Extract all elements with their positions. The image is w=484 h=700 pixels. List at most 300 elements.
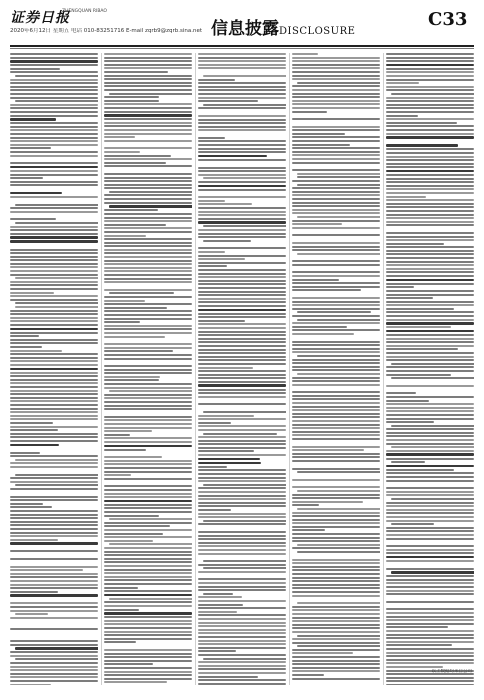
text-line (297, 508, 380, 510)
text-line (198, 549, 286, 551)
text-line (386, 261, 474, 263)
text-line (198, 93, 286, 95)
text-line (292, 326, 347, 328)
text-line (10, 118, 56, 121)
text-line (104, 587, 138, 589)
text-line (292, 573, 380, 575)
text-line (198, 181, 286, 183)
text-line (292, 613, 380, 615)
text-line (104, 354, 192, 356)
text-line (10, 393, 98, 395)
text-line (386, 608, 474, 610)
text-line (386, 450, 474, 452)
text-line (292, 180, 380, 182)
text-line (10, 382, 98, 384)
text-line (292, 468, 380, 470)
text-line (10, 542, 98, 545)
text-line (198, 236, 286, 238)
text-line (198, 301, 286, 303)
text-line (104, 383, 192, 385)
text-line (203, 433, 277, 435)
text-line (198, 650, 236, 652)
text-line (104, 485, 192, 487)
text-line (386, 435, 474, 437)
text-line (10, 684, 51, 685)
text-line (198, 614, 286, 616)
text-line (104, 107, 192, 109)
section-title (211, 14, 355, 39)
text-line (386, 634, 474, 636)
text-line (292, 631, 380, 633)
text-line (198, 200, 225, 202)
text-line (10, 140, 98, 142)
text-line (198, 403, 286, 405)
text-line (386, 552, 474, 554)
text-line (10, 514, 98, 516)
text-line (198, 151, 286, 153)
text-line (198, 327, 286, 329)
text-line (10, 295, 98, 297)
text-line (10, 211, 98, 213)
text-line (386, 582, 474, 584)
text-line (10, 170, 98, 172)
text-line (292, 205, 380, 207)
text-line (386, 60, 474, 62)
text-line (386, 418, 474, 420)
text-line (386, 410, 474, 412)
text-line (292, 384, 380, 386)
text-line (104, 558, 192, 560)
text-line (386, 129, 474, 131)
text-line (198, 600, 286, 602)
paragraph-gap (292, 464, 380, 468)
text-line (104, 198, 192, 200)
text-line (104, 369, 192, 371)
text-line (198, 247, 286, 249)
text-line (198, 334, 286, 336)
text-line (10, 462, 98, 464)
section-title-cn: 信息披露 (211, 19, 279, 39)
text-line (10, 375, 98, 377)
text-line (292, 242, 380, 244)
text-line (386, 301, 474, 303)
text-line (386, 575, 474, 577)
text-line (203, 411, 286, 413)
text-line (10, 550, 98, 552)
text-line (391, 93, 474, 95)
text-line (104, 278, 192, 280)
text-line (292, 606, 380, 608)
text-line (104, 540, 153, 542)
text-line (198, 679, 286, 681)
text-line (10, 313, 98, 315)
text-line (292, 519, 380, 521)
text-line (198, 203, 252, 205)
text-line (386, 290, 474, 292)
text-line (104, 332, 192, 334)
text-line (104, 533, 163, 535)
text-line (386, 341, 474, 343)
text-line (297, 544, 380, 546)
text-line (292, 53, 318, 55)
text-line (198, 115, 286, 117)
text-line (198, 86, 286, 88)
text-line (104, 89, 192, 91)
text-line (10, 408, 98, 410)
text-line (10, 422, 53, 424)
text-line (386, 392, 416, 394)
text-line (15, 306, 98, 308)
text-line (292, 591, 380, 593)
text-line (198, 129, 286, 131)
text-line (104, 500, 192, 503)
text-line (292, 341, 380, 343)
text-line (15, 204, 98, 206)
text-line (386, 246, 474, 248)
text-line (104, 456, 162, 458)
text-line (104, 641, 136, 643)
text-line (104, 590, 192, 592)
text-line (10, 499, 98, 501)
text-line (386, 458, 474, 460)
text-line (292, 144, 350, 146)
text-line (292, 209, 380, 211)
text-line (10, 379, 98, 381)
text-line (10, 569, 83, 571)
text-line (104, 314, 192, 316)
masthead-meta: 2020年6月12日 星期五 电话 010-83251716 E-mail zqrb9@zqrb.sina.net (10, 28, 202, 34)
text-line (198, 607, 286, 609)
text-line (292, 136, 380, 138)
text-line (198, 473, 286, 475)
text-line (198, 513, 286, 515)
text-line (10, 104, 98, 106)
text-line (10, 680, 98, 682)
text-line (292, 289, 361, 291)
text-line (104, 416, 192, 418)
paragraph-gap (386, 564, 474, 568)
text-line (109, 518, 192, 520)
text-line (10, 86, 98, 88)
text-line (104, 554, 192, 556)
paragraph-gap (10, 492, 98, 496)
text-line (386, 612, 474, 614)
text-column (386, 53, 474, 685)
text-line (386, 250, 474, 252)
text-line (198, 155, 267, 158)
text-line (292, 438, 380, 440)
text-line (386, 626, 448, 628)
text-line (104, 307, 167, 309)
text-line (104, 274, 192, 276)
text-line (10, 350, 62, 352)
text-line (386, 170, 474, 173)
text-line (10, 411, 98, 413)
text-line (386, 374, 451, 376)
text-line (104, 474, 131, 476)
text-line (198, 381, 286, 383)
text-line (15, 647, 98, 650)
text-line (292, 194, 380, 196)
text-line (10, 584, 98, 586)
text-line (10, 266, 98, 268)
text-line (386, 188, 474, 190)
text-line (10, 147, 51, 149)
text-line (10, 166, 98, 169)
text-line (386, 159, 474, 161)
text-line (386, 666, 443, 668)
text-line (292, 377, 380, 379)
text-line (292, 515, 380, 517)
text-line (386, 556, 474, 559)
text-line (292, 453, 380, 455)
text-line (10, 107, 98, 109)
text-line (198, 214, 286, 216)
text-line (104, 165, 192, 167)
text-line (292, 540, 380, 542)
text-line (292, 212, 380, 214)
text-line (198, 140, 286, 142)
text-line (386, 271, 474, 273)
text-line (104, 653, 192, 655)
text-line (10, 288, 98, 290)
text-line (203, 225, 286, 227)
text-line (104, 267, 192, 269)
text-line (10, 93, 98, 95)
text-line (386, 505, 474, 507)
text-line (198, 79, 235, 81)
text-line (386, 264, 474, 266)
text-line (297, 311, 371, 313)
text-line (292, 187, 380, 189)
text-line (104, 78, 192, 80)
text-line (10, 353, 98, 355)
text-line (10, 68, 60, 70)
header-rule-thin (10, 48, 474, 49)
text-line (10, 539, 58, 541)
text-line (10, 655, 98, 657)
text-line (292, 158, 380, 160)
text-line (198, 316, 286, 318)
text-line (292, 620, 380, 622)
text-line (104, 64, 192, 66)
text-line (198, 604, 243, 606)
text-line (198, 480, 286, 482)
text-line (10, 400, 98, 402)
text-line (10, 320, 98, 322)
text-line (104, 511, 192, 513)
text-line (10, 532, 98, 534)
text-line (104, 656, 192, 658)
text-line (386, 275, 474, 277)
text-line (104, 103, 192, 105)
text-line (292, 678, 380, 680)
text-line (386, 297, 433, 299)
text-line (10, 669, 98, 671)
text-line (386, 345, 474, 347)
text-line (104, 82, 192, 84)
text-line (10, 455, 98, 457)
text-line (386, 178, 474, 180)
text-line (198, 436, 286, 438)
text-line (198, 82, 286, 84)
text-line (10, 676, 98, 678)
text-line (104, 430, 152, 432)
text-line (10, 644, 98, 646)
text-line (198, 273, 286, 275)
text-line (109, 390, 192, 392)
text-line (198, 251, 225, 253)
text-line (104, 213, 192, 215)
text-line (386, 181, 474, 183)
text-line (104, 263, 192, 265)
text-line (386, 279, 474, 282)
text-line (10, 144, 98, 146)
text-line (10, 97, 98, 99)
text-line (198, 466, 227, 468)
text-line (292, 512, 380, 514)
text-line (292, 304, 380, 306)
text-line (198, 625, 286, 627)
text-line (104, 681, 167, 683)
text-line (292, 198, 380, 200)
text-line (198, 119, 286, 121)
text-line (10, 270, 98, 272)
text-line (109, 543, 192, 545)
text-line (386, 75, 474, 77)
text-line (104, 504, 192, 506)
text-line (10, 517, 98, 519)
text-line (386, 680, 474, 682)
text-line (292, 395, 380, 397)
text-line (10, 339, 98, 341)
text-line (10, 151, 98, 153)
text-line (10, 506, 52, 508)
text-line (109, 292, 173, 294)
text-line (198, 233, 286, 235)
text-line (104, 663, 153, 665)
text-line (10, 503, 43, 505)
column-divider (383, 53, 384, 685)
text-line (10, 602, 98, 604)
text-line (386, 491, 474, 493)
text-line (292, 271, 380, 273)
text-line (386, 469, 454, 471)
text-line (10, 488, 98, 490)
text-line (292, 260, 380, 262)
text-line (292, 652, 353, 654)
text-line (10, 524, 98, 526)
text-line (386, 677, 474, 679)
text-line (203, 567, 286, 569)
text-line (198, 586, 286, 588)
text-line (104, 180, 192, 182)
text-line (104, 525, 170, 527)
text-line (386, 118, 474, 120)
text-line (386, 199, 474, 201)
text-line (104, 270, 192, 272)
text-line (198, 276, 286, 278)
text-line (15, 658, 98, 660)
text-line (386, 487, 474, 489)
text-line (10, 133, 98, 135)
text-line (10, 662, 98, 664)
text-line (203, 520, 286, 522)
text-line (198, 363, 286, 365)
text-line (104, 67, 192, 69)
text-line (10, 71, 98, 73)
text-line (104, 463, 192, 465)
text-line (104, 194, 192, 196)
text-line (10, 229, 98, 231)
text-line (386, 206, 474, 208)
text-line (10, 591, 58, 593)
text-line (198, 611, 237, 613)
text-line (104, 616, 192, 618)
text-line (198, 137, 225, 139)
text-line (198, 618, 286, 620)
text-line (386, 623, 474, 625)
text-line (198, 502, 286, 504)
text-line (292, 584, 380, 586)
text-line (292, 202, 380, 204)
text-line (292, 486, 380, 488)
text-line (104, 623, 192, 625)
text-line (386, 115, 418, 117)
text-line (198, 571, 286, 573)
text-line (10, 57, 98, 59)
text-line (292, 129, 380, 131)
text-line (386, 243, 444, 245)
text-line (104, 220, 192, 222)
text-line (198, 629, 286, 631)
text-line (109, 93, 192, 95)
text-line (203, 240, 251, 242)
text-line (292, 449, 364, 451)
text-line (386, 53, 474, 55)
text-line (104, 111, 192, 113)
text-line (292, 649, 380, 651)
text-line (292, 111, 327, 113)
text-line (386, 322, 474, 325)
text-line (391, 571, 474, 574)
text-line (386, 217, 474, 219)
text-line (203, 104, 286, 106)
text-line (104, 547, 192, 549)
text-line (297, 184, 380, 186)
text-line (104, 376, 160, 378)
text-line (10, 64, 98, 66)
text-line (292, 301, 380, 303)
text-line (292, 297, 380, 299)
text-line (386, 268, 474, 270)
text-line (104, 100, 159, 102)
text-line (10, 122, 98, 124)
text-line (104, 674, 192, 676)
text-line (10, 332, 98, 334)
text-line (198, 196, 286, 198)
text-line (104, 419, 192, 421)
text-line (10, 236, 98, 239)
text-line (292, 93, 380, 95)
text-line (10, 177, 43, 179)
text-line (10, 274, 98, 276)
text-line (198, 564, 286, 566)
text-line (10, 433, 98, 435)
text-line (292, 526, 380, 528)
text-line (386, 144, 458, 147)
text-line (198, 665, 286, 667)
